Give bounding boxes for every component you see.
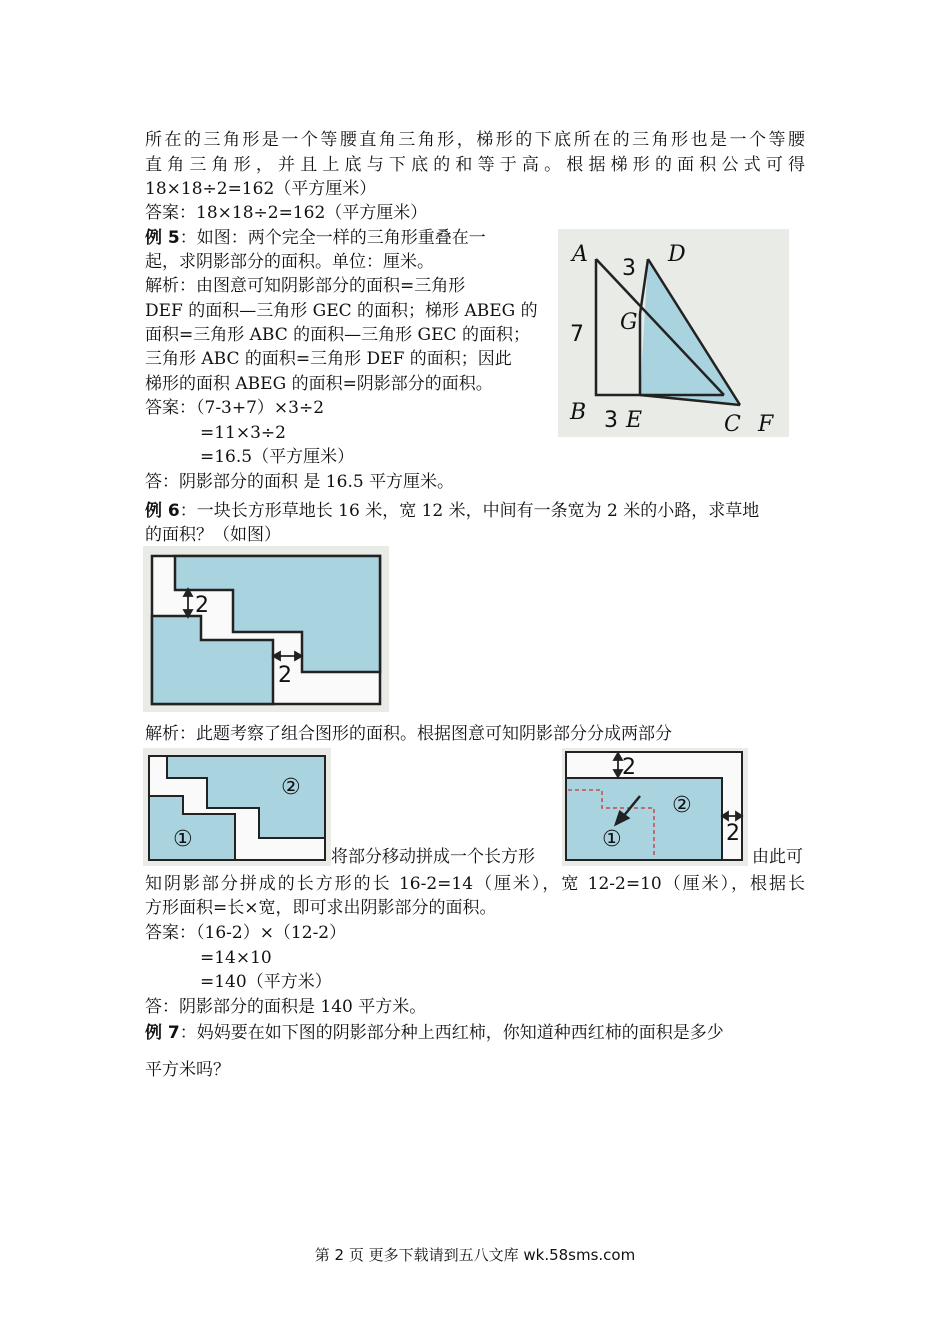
question-text: ：妈妈要在如下图的阴影部分种上西红柿，你知道种西红柿的面积是多少 <box>179 1023 724 1043</box>
final-answer: 答：阴影部分的面积是 140 平方米。 <box>145 997 427 1017</box>
length-7: 7 <box>570 322 584 347</box>
example-5-question <box>145 226 486 250</box>
label-c: C <box>724 412 741 437</box>
answer-line: =11×3÷2 <box>200 423 286 443</box>
example-7-question <box>145 1021 724 1045</box>
analysis-line: 三角形 ABC 的面积=三角形 DEF 的面积；因此 <box>145 349 512 369</box>
paragraph-line: 18×18÷2=162（平方厘米） <box>145 179 377 199</box>
part-2-label: ② <box>281 775 301 800</box>
conclusion-line: 方形面积=长×宽，即可求出阴影部分的面积。 <box>145 898 497 918</box>
page-footer: 第 2 页 更多下载请到五八文库 wk.58sms.com <box>314 1246 636 1264</box>
label-f: F <box>758 412 774 437</box>
example-label: 例 6 <box>145 501 180 521</box>
example-6-question <box>145 499 759 523</box>
question-text: ：一块长方形草地长 16 米，宽 12 米，中间有一条宽为 2 米的小路，求草地 <box>179 501 760 521</box>
question-line: 起，求阴影部分的面积。单位：厘米。 <box>145 252 434 272</box>
answer-line: =140（平方米） <box>200 972 332 992</box>
inline-text: 将部分移动拼成一个长方形 <box>331 847 535 867</box>
label-e: E <box>626 408 643 433</box>
question-text: ：如图：两个完全一样的三角形重叠在一 <box>179 228 486 248</box>
length-3-top: 3 <box>622 256 636 281</box>
paragraph-line: 所在的三角形是一个等腰直角三角形，梯形的下底所在的三角形也是一个等腰 <box>145 130 805 150</box>
label-b: B <box>570 400 587 425</box>
conclusion-line: 知阴影部分拼成的长方形的长 16-2=14（厘米），宽 12-2=10（厘米），根据长 <box>145 874 805 894</box>
answer-line: =14×10 <box>200 948 272 968</box>
lawn-figure <box>143 546 389 712</box>
paragraph-line: 直角三角形，并且上底与下底的和等于高。根据梯形的面积公式可得 <box>145 155 805 175</box>
width-label: 2 <box>726 821 740 846</box>
question-line: 的面积？（如图） <box>145 525 281 545</box>
answer-line: 答案：（16-2）×（12-2） <box>145 923 347 943</box>
path-width-label: 2 <box>278 663 292 688</box>
part-1-label: ① <box>602 827 622 852</box>
path-width-label: 2 <box>195 593 209 618</box>
analysis-line: 解析：由图意可知阴影部分的面积=三角形 <box>145 276 466 296</box>
label-d: D <box>668 242 686 267</box>
answer-line: =16.5（平方厘米） <box>200 447 355 467</box>
analysis-line: DEF 的面积—三角形 GEC 的面积；梯形 ABEG 的 <box>145 301 538 321</box>
rearranged-figure <box>562 748 748 866</box>
part-2-label: ② <box>672 793 692 818</box>
example-label: 例 5 <box>145 228 180 248</box>
inline-text: 由此可 <box>752 847 803 867</box>
label-a: A <box>572 242 588 267</box>
parts-figure <box>143 748 331 866</box>
answer-line: 答案：（7-3+7）×3÷2 <box>145 398 325 418</box>
part-1-label: ① <box>173 827 193 852</box>
answer-line: 答案：18×18÷2=162（平方厘米） <box>145 203 428 223</box>
label-g: G <box>620 310 638 335</box>
length-3-bottom: 3 <box>604 408 618 433</box>
example-label: 例 7 <box>145 1023 180 1043</box>
analysis-line: 面积=三角形 ABC 的面积—三角形 GEC 的面积； <box>145 325 530 345</box>
question-line: 平方米吗？ <box>145 1060 230 1080</box>
analysis-line: 梯形的面积 ABEG 的面积=阴影部分的面积。 <box>145 374 493 394</box>
triangles-figure <box>558 229 789 437</box>
final-answer: 答：阴影部分的面积 是 16.5 平方厘米。 <box>145 472 455 492</box>
width-label: 2 <box>622 755 636 780</box>
analysis-line: 解析：此题考察了组合图形的面积。根据图意可知阴影部分分成两部分 <box>145 724 672 744</box>
